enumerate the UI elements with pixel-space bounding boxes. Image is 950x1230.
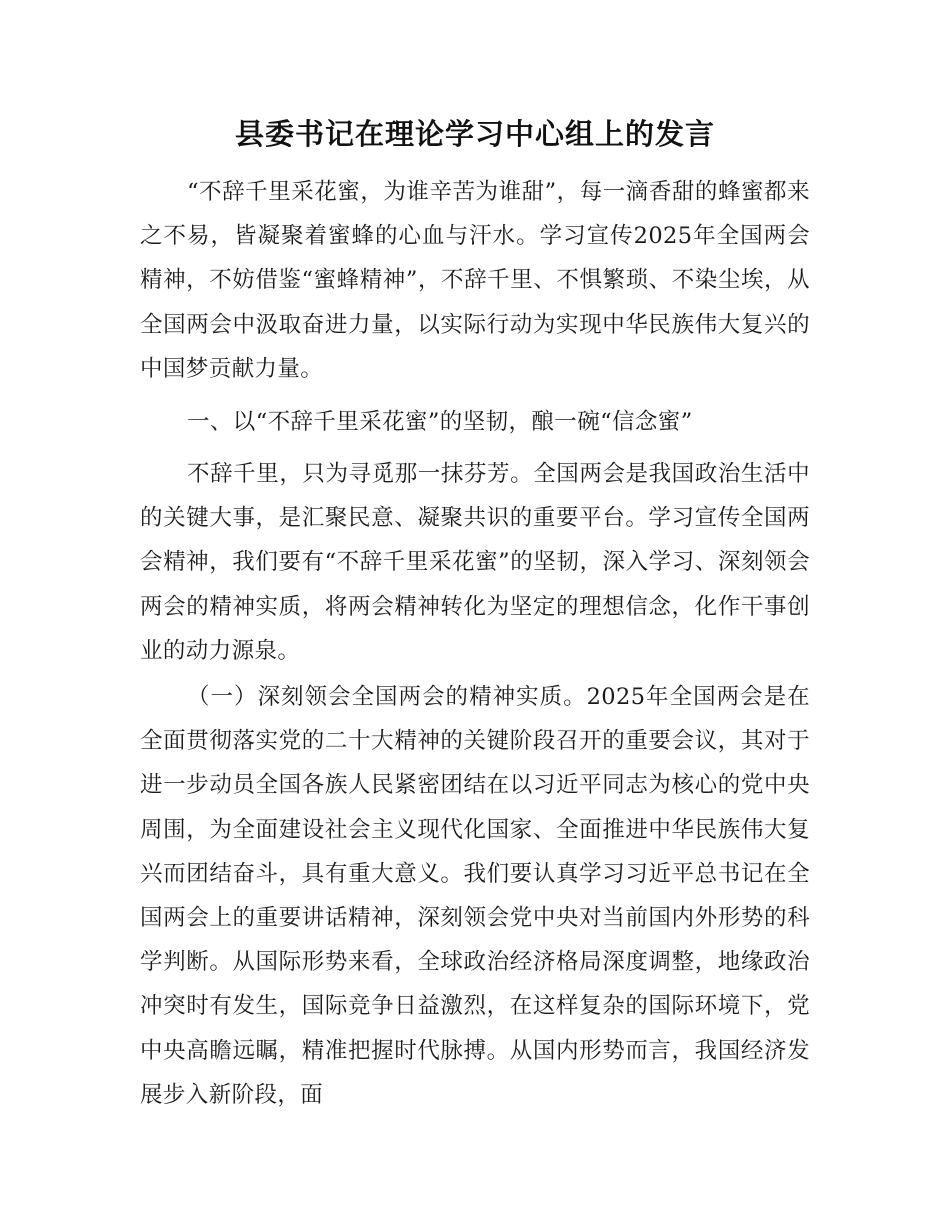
section-1-paragraph: 不辞千里，只为寻觅那一抹芬芳。全国两会是我国政治生活中的关键大事，是汇聚民意、凝聚共识的重要平台。学习宣传全国两会精神，我们要有“不辞千里采花蜜”的坚韧，深入学习、深刻领会两会的精神实质，将两会精神转化为坚定的理想信念，化作干事创业的动力源泉。 xyxy=(140,461,810,664)
subsection-1-paragraph: （一）深刻领会全国两会的精神实质。2025年全国两会是在全面贯彻落实党的二十大精神的关键阶段召开的重要会议，其对于进一步动员全国各族人民紧密团结在以习近平同志为核心的党中央周围，为全面建设社会主义现代化国家、全面推进中华民族伟大复兴而团结奋斗，具有重大意义。我们要认真学习习近平总书记在全国两会上的重要讲话精神，深刻领会党中央对当前国内外形势的科学判断。从国际形势来看，全球政治经济格局深度调整，地缘政治冲突时有发生，国际竞争日益激烈，在这样复杂的国际环境下，党中央高瞻远瞩，精准把握时代脉搏。从国内形势而言，我国经济发展步入新阶段，面 xyxy=(140,684,810,1108)
section-heading-1: 一、以“不辞千里采花蜜”的坚韧，酿一碗“信念蜜” xyxy=(187,409,693,435)
document-title: 县委书记在理论学习中心组上的发言 xyxy=(234,117,715,151)
intro-paragraph: “不辞千里采花蜜，为谁辛苦为谁甜”，每一滴香甜的蜂蜜都来之不易，皆凝聚着蜜蜂的心血与汗水。学习宣传2025年全国两会精神，不妨借鉴“蜜蜂精神”，不辞千里、不惧繁琐、不染尘埃，从全国两会中汲取奋进力量，以实际行动为实现中华民族伟大复兴的中国梦贡献力量。 xyxy=(140,179,810,382)
